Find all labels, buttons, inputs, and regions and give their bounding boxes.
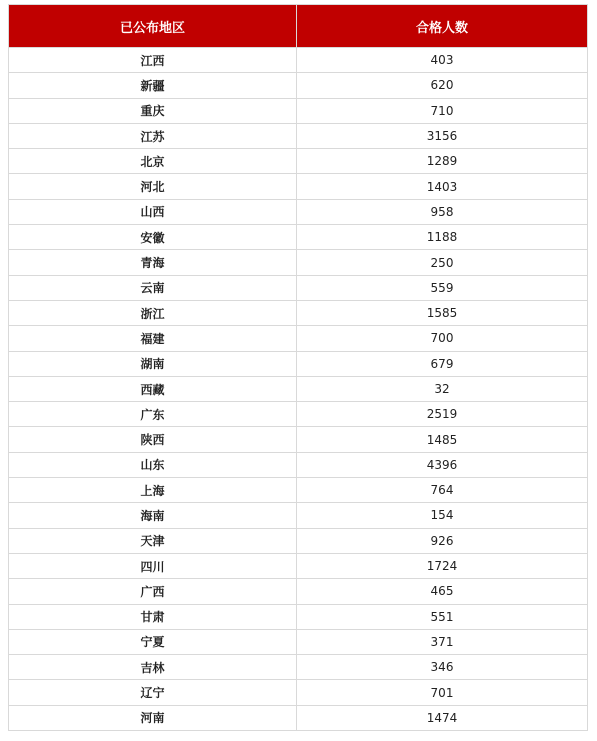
count-cell: 926 bbox=[297, 528, 588, 553]
results-table bbox=[8, 4, 588, 731]
region-cell: 陕西 bbox=[9, 427, 297, 452]
count-cell: 1188 bbox=[297, 225, 588, 250]
table-row bbox=[9, 275, 588, 300]
table-row bbox=[9, 326, 588, 351]
region-cell: 河北 bbox=[9, 174, 297, 199]
region-cell: 江苏 bbox=[9, 123, 297, 148]
column-header-count: 合格人数 bbox=[297, 5, 588, 48]
table-row bbox=[9, 149, 588, 174]
table-row bbox=[9, 402, 588, 427]
region-cell: 云南 bbox=[9, 275, 297, 300]
table-row bbox=[9, 427, 588, 452]
table-row bbox=[9, 452, 588, 477]
count-cell: 1289 bbox=[297, 149, 588, 174]
region-cell: 山西 bbox=[9, 199, 297, 224]
table-body bbox=[9, 48, 588, 731]
count-cell: 1403 bbox=[297, 174, 588, 199]
count-cell: 551 bbox=[297, 604, 588, 629]
table-row bbox=[9, 503, 588, 528]
region-cell: 四川 bbox=[9, 553, 297, 578]
region-cell: 新疆 bbox=[9, 73, 297, 98]
count-cell: 700 bbox=[297, 326, 588, 351]
table-header-row bbox=[9, 5, 588, 48]
table-row bbox=[9, 629, 588, 654]
table-row bbox=[9, 478, 588, 503]
region-cell: 甘肃 bbox=[9, 604, 297, 629]
count-cell: 559 bbox=[297, 275, 588, 300]
count-cell: 154 bbox=[297, 503, 588, 528]
count-cell: 346 bbox=[297, 655, 588, 680]
table-row bbox=[9, 604, 588, 629]
count-cell: 3156 bbox=[297, 123, 588, 148]
count-cell: 1724 bbox=[297, 553, 588, 578]
table-row bbox=[9, 300, 588, 325]
region-cell: 辽宁 bbox=[9, 680, 297, 705]
table-row bbox=[9, 73, 588, 98]
count-cell: 371 bbox=[297, 629, 588, 654]
table-row bbox=[9, 123, 588, 148]
table-row bbox=[9, 376, 588, 401]
table-row bbox=[9, 579, 588, 604]
table-row bbox=[9, 199, 588, 224]
count-cell: 764 bbox=[297, 478, 588, 503]
count-cell: 958 bbox=[297, 199, 588, 224]
region-cell: 福建 bbox=[9, 326, 297, 351]
table-row bbox=[9, 553, 588, 578]
count-cell: 465 bbox=[297, 579, 588, 604]
region-cell: 江西 bbox=[9, 48, 297, 73]
table-row bbox=[9, 680, 588, 705]
region-cell: 安徽 bbox=[9, 225, 297, 250]
table-row bbox=[9, 225, 588, 250]
table-row bbox=[9, 250, 588, 275]
count-cell: 32 bbox=[297, 376, 588, 401]
region-cell: 河南 bbox=[9, 705, 297, 730]
count-cell: 1474 bbox=[297, 705, 588, 730]
count-cell: 4396 bbox=[297, 452, 588, 477]
region-cell: 湖南 bbox=[9, 351, 297, 376]
table-row bbox=[9, 174, 588, 199]
region-cell: 吉林 bbox=[9, 655, 297, 680]
region-cell: 青海 bbox=[9, 250, 297, 275]
region-cell: 山东 bbox=[9, 452, 297, 477]
region-cell: 重庆 bbox=[9, 98, 297, 123]
count-cell: 710 bbox=[297, 98, 588, 123]
count-cell: 679 bbox=[297, 351, 588, 376]
region-cell: 广西 bbox=[9, 579, 297, 604]
table-row bbox=[9, 98, 588, 123]
table-row bbox=[9, 655, 588, 680]
region-cell: 北京 bbox=[9, 149, 297, 174]
region-cell: 宁夏 bbox=[9, 629, 297, 654]
column-header-region: 已公布地区 bbox=[9, 5, 297, 48]
count-cell: 1485 bbox=[297, 427, 588, 452]
table-row bbox=[9, 48, 588, 73]
count-cell: 2519 bbox=[297, 402, 588, 427]
region-cell: 西藏 bbox=[9, 376, 297, 401]
count-cell: 403 bbox=[297, 48, 588, 73]
table-row bbox=[9, 528, 588, 553]
count-cell: 250 bbox=[297, 250, 588, 275]
count-cell: 701 bbox=[297, 680, 588, 705]
region-cell: 上海 bbox=[9, 478, 297, 503]
region-cell: 海南 bbox=[9, 503, 297, 528]
table-row bbox=[9, 351, 588, 376]
region-cell: 浙江 bbox=[9, 300, 297, 325]
region-cell: 广东 bbox=[9, 402, 297, 427]
region-cell: 天津 bbox=[9, 528, 297, 553]
results-table-container bbox=[8, 4, 587, 731]
table-row bbox=[9, 705, 588, 730]
count-cell: 1585 bbox=[297, 300, 588, 325]
count-cell: 620 bbox=[297, 73, 588, 98]
